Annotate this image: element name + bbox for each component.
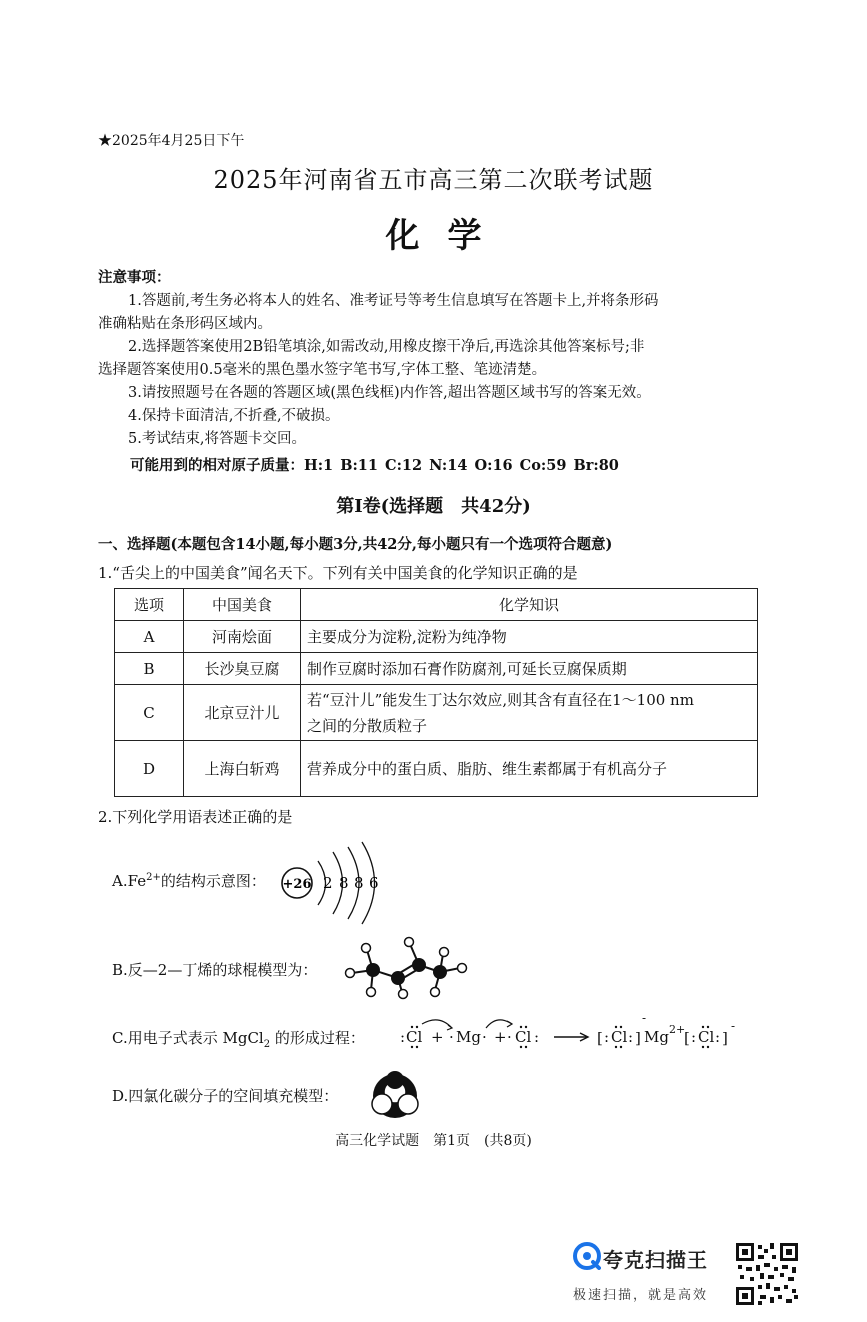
svg-text::: : xyxy=(628,1028,634,1046)
food-cell: 上海白斩鸡 xyxy=(184,741,301,797)
nucleus-charge: +26 xyxy=(282,877,312,892)
chlorine-symbol: Cl xyxy=(406,1028,423,1046)
option-cell: B xyxy=(115,653,184,685)
subject-title: 化学 xyxy=(385,216,510,256)
svg-text::: : xyxy=(604,1028,610,1046)
hydrogen-atom xyxy=(346,969,355,978)
question-1-stem: 1.“舌尖上的中国美食”闻名天下。下列有关中国美食的化学知识正确的是 xyxy=(98,564,578,582)
option-cell: D xyxy=(115,741,184,797)
section-heading: 一、选择题(本题包含14小题,每小题3分,共42分,每小题只有一个选项符合题意) xyxy=(98,536,613,553)
exam-title: 2025年河南省五市高三第二次联考试题 xyxy=(213,166,654,194)
subscript: 2 xyxy=(263,1039,271,1050)
shell-electron-count: 8 xyxy=(354,874,364,892)
table-row xyxy=(115,621,758,653)
hydrogen-atom xyxy=(399,990,408,999)
svg-text:·: · xyxy=(449,1028,454,1046)
page-footer: 高三化学试题 第1页 (共8页) xyxy=(335,1133,532,1149)
notice-line: 1.答题前,考生务必将本人的姓名、准考证号等考生信息填写在答题卡上,并将条形码 xyxy=(128,293,659,309)
option-c-label xyxy=(112,1027,365,1050)
butene-ball-stick-model xyxy=(340,932,470,1002)
carbon-atom xyxy=(391,971,405,985)
notice-line: 选择题答案使用0.5毫米的黑色墨水签字笔书写,字体工整、笔迹清楚。 xyxy=(98,362,547,378)
table-header: 选项 xyxy=(115,589,184,621)
knowledge-cell xyxy=(301,685,758,741)
watermark-brand: 夸克扫描王 xyxy=(603,1248,708,1272)
knowledge-cell: 主要成分为淀粉,淀粉为纯净物 xyxy=(301,621,758,653)
magnesium-symbol: Mg xyxy=(456,1028,481,1046)
option-cell: A xyxy=(115,621,184,653)
option-b-label: B.反—2—丁烯的球棍模型为： xyxy=(112,961,318,979)
food-cell: 北京豆汁儿 xyxy=(184,685,301,741)
svg-text:·: · xyxy=(507,1028,512,1046)
carbon-atom xyxy=(366,963,380,977)
food-cell: 长沙臭豆腐 xyxy=(184,653,301,685)
shell-electron-count: 2 xyxy=(323,874,333,892)
hydrogen-atom xyxy=(458,964,467,973)
chloride-charge: - xyxy=(731,1019,736,1033)
ccl4-space-filling-model xyxy=(366,1070,424,1122)
atomic-masses: 可能用到的相对原子质量：H:1 B:11 C:12 N:14 O:16 Co:59 Br:80 xyxy=(130,457,619,474)
option-c-text: C.用电子式表示 MgCl xyxy=(112,1029,264,1047)
electron-transfer-arrow xyxy=(422,1020,452,1028)
plus-sign: + xyxy=(431,1028,444,1046)
table-header-row xyxy=(115,589,758,621)
notice-line: 4.保持卡面清洁,不折叠,不破损。 xyxy=(128,408,340,424)
notice-line: 准确粘贴在条形码区域内。 xyxy=(98,316,272,332)
hydrogen-atom xyxy=(405,938,414,947)
chlorine-sphere xyxy=(372,1094,392,1114)
svg-text:[: [ xyxy=(684,1029,690,1047)
part-title: 第Ⅰ卷(选择题 共42分) xyxy=(336,496,531,517)
notice-line: 3.请按照题号在各题的答题区域(黑色线框)内作答,超出答题区域书写的答案无效。 xyxy=(128,385,651,401)
svg-text::: : xyxy=(534,1028,540,1046)
option-c-text-rest: 的形成过程： xyxy=(270,1029,365,1047)
notice-heading: 注意事项： xyxy=(98,269,171,286)
hydrogen-atom xyxy=(431,988,440,997)
option-a-label xyxy=(112,870,266,891)
mgcl2-electron-formation xyxy=(394,1010,764,1056)
chlorine-symbol: Cl xyxy=(611,1028,628,1046)
table-row xyxy=(115,741,758,797)
shell-electron-count: 8 xyxy=(339,874,349,892)
carbon-atom xyxy=(412,958,426,972)
hydrogen-atom xyxy=(367,988,376,997)
table-header: 中国美食 xyxy=(184,589,301,621)
fe-ion-structure-diagram xyxy=(278,838,388,928)
chloride-charge: - xyxy=(642,1011,647,1025)
magnesium-charge: 2+ xyxy=(669,1023,686,1036)
watermark-slogan: 极速扫描，就是高效 xyxy=(573,1288,709,1303)
svg-text::: : xyxy=(400,1028,406,1046)
svg-text:[: [ xyxy=(597,1029,603,1047)
svg-text:·: · xyxy=(482,1028,487,1046)
chlorine-sphere xyxy=(398,1094,418,1114)
svg-text:]: ] xyxy=(635,1029,641,1047)
question-1-table xyxy=(114,588,758,797)
plus-sign: + xyxy=(494,1028,507,1046)
notice-line: 5.考试结束,将答题卡交回。 xyxy=(128,431,306,447)
magnesium-symbol: Mg xyxy=(644,1028,669,1046)
shell-electron-count: 6 xyxy=(369,874,379,892)
knowledge-line: 之间的分散质粒子 xyxy=(307,716,428,735)
chlorine-symbol: Cl xyxy=(515,1028,532,1046)
food-cell: 河南烩面 xyxy=(184,621,301,653)
knowledge-cell: 营养成分中的蛋白质、脂肪、维生素都属于有机高分子 xyxy=(301,741,758,797)
exam-date: ★2025年4月25日下午 xyxy=(98,133,245,149)
svg-text::: : xyxy=(691,1028,697,1046)
carbon-atom xyxy=(433,965,447,979)
option-d-label: D.四氯化碳分子的空间填充模型： xyxy=(112,1087,339,1105)
notice-line: 2.选择题答案使用2B铅笔填涂,如需改动,用橡皮擦干净后,再选涂其他答案标号;非 xyxy=(128,339,645,355)
knowledge-line: 若“豆汁儿”能发生丁达尔效应,则其含有直径在1～100 nm xyxy=(307,690,694,709)
chlorine-symbol: Cl xyxy=(698,1028,715,1046)
option-a-text-rest: 的结构示意图： xyxy=(160,872,266,890)
notice-list xyxy=(98,290,788,451)
hydrogen-atom xyxy=(362,944,371,953)
table-header: 化学知识 xyxy=(301,589,758,621)
hydrogen-atom xyxy=(440,948,449,957)
svg-text:]: ] xyxy=(722,1029,728,1047)
option-a-text: A.Fe xyxy=(112,872,147,890)
quark-logo-icon xyxy=(573,1242,601,1270)
table-row xyxy=(115,653,758,685)
charge-superscript: 2+ xyxy=(146,872,161,883)
knowledge-cell: 制作豆腐时添加石膏作防腐剂,可延长豆腐保质期 xyxy=(301,653,758,685)
chlorine-sphere xyxy=(386,1071,404,1089)
option-cell: C xyxy=(115,685,184,741)
svg-text::: : xyxy=(715,1028,721,1046)
question-2-stem: 2.下列化学用语表述正确的是 xyxy=(98,808,293,826)
table-row xyxy=(115,685,758,741)
qr-code-icon xyxy=(734,1241,800,1307)
